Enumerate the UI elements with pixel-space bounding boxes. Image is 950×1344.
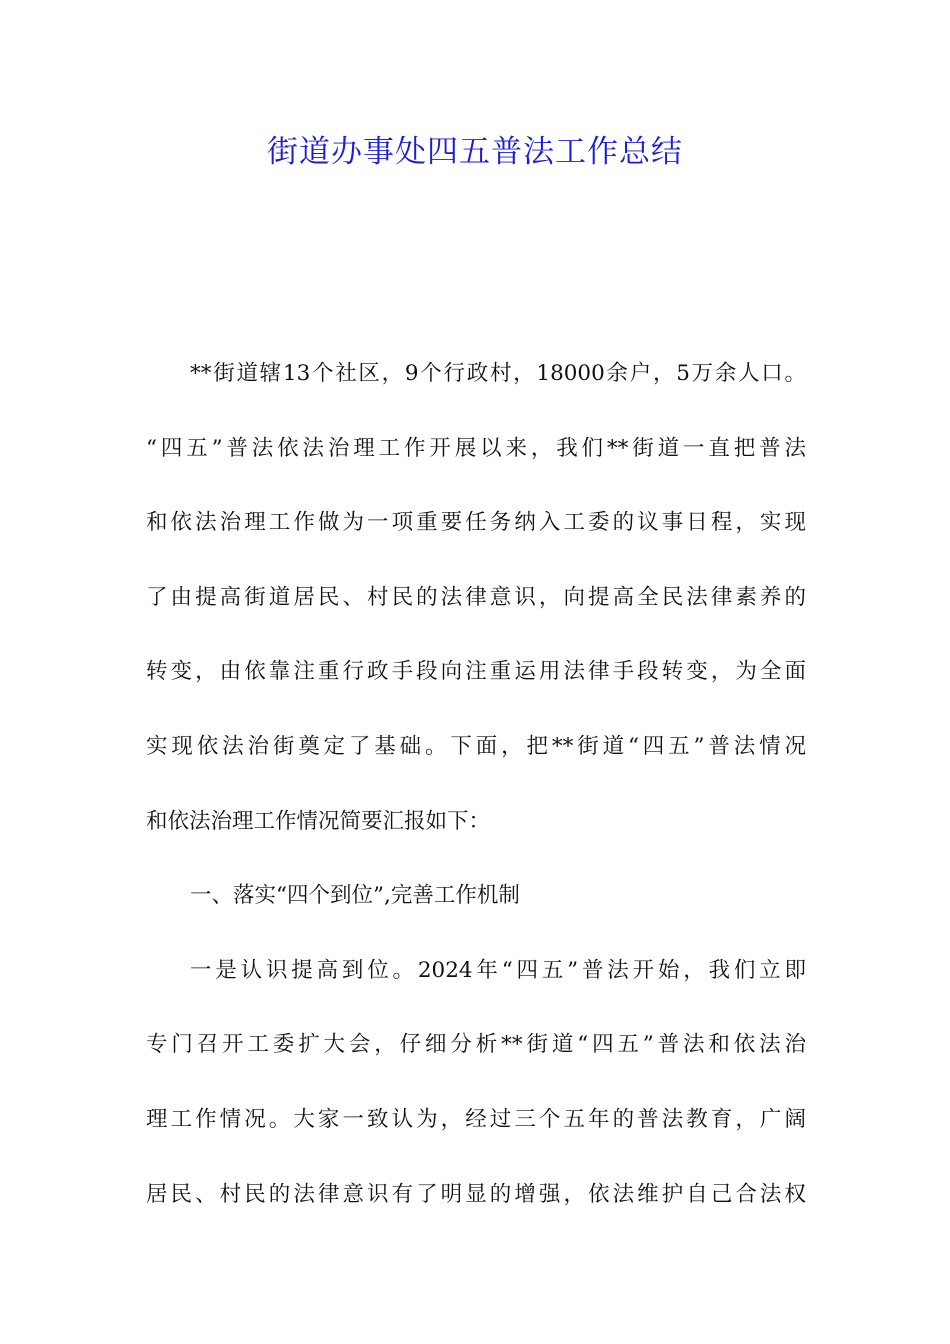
paragraph-line: 实现依法治街奠定了基础。下面，把**街道“四五”普法情况 <box>146 733 806 759</box>
paragraph-line: “四五”普法依法治理工作开展以来，我们**街道一直把普法 <box>146 435 806 461</box>
paragraph-line: 转变，由依靠注重行政手段向注重运用法律手段转变，为全面 <box>146 659 806 685</box>
paragraph-line: 和依法治理工作情况简要汇报如下： <box>146 808 491 834</box>
document-body <box>146 337 806 1232</box>
paragraph-line: 一是认识提高到位。2024年“四五”普法开始，我们立即 <box>190 957 806 983</box>
paragraph-line: **街道辖13个社区，9个行政村，18000余户，5万余人口。 <box>190 361 806 386</box>
paragraph-line: 理工作情况。大家一致认为，经过三个五年的普法教育，广阔 <box>146 1106 806 1132</box>
section-heading: 一、落实“四个到位”,完善工作机制 <box>190 883 520 909</box>
paragraph-line: 了由提高街道居民、村民的法律意识，向提高全民法律素养的 <box>146 584 806 610</box>
paragraph-line: 居民、村民的法律意识有了明显的增强，依法维护自己合法权 <box>146 1181 806 1207</box>
document-title: 街道办事处四五普法工作总结 <box>267 134 683 170</box>
paragraph-line: 专门召开工委扩大会，仔细分析**街道“四五”普法和依法治 <box>146 1032 806 1058</box>
paragraph-line: 和依法治理工作做为一项重要任务纳入工委的议事日程，实现 <box>146 510 806 536</box>
